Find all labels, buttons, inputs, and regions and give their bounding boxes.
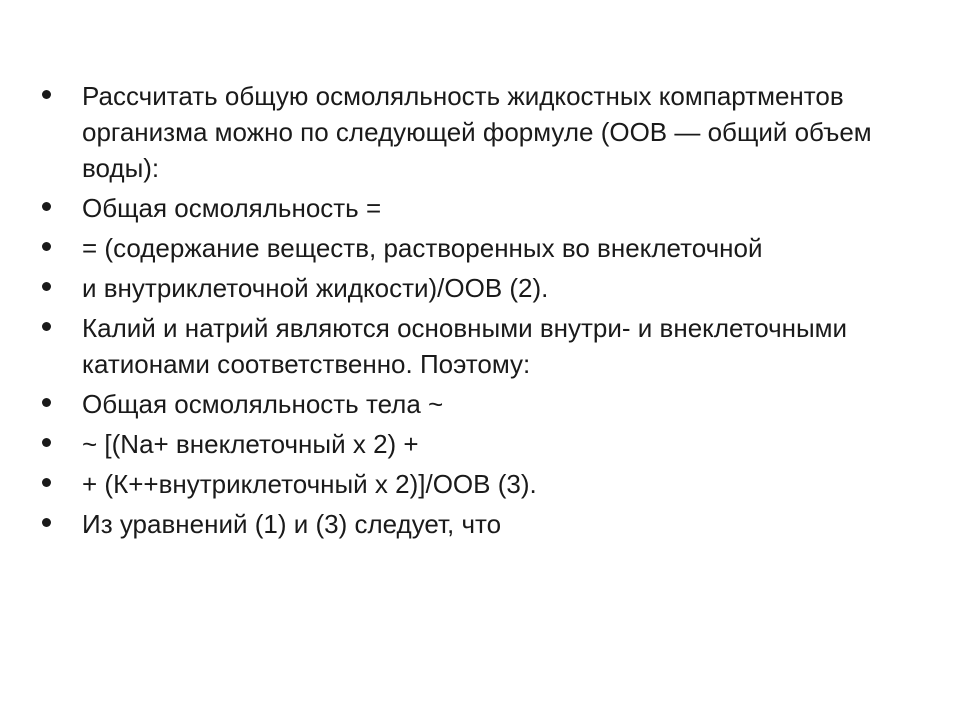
bullet-dot-icon <box>42 282 51 291</box>
bullet-text: + (К++внутриклеточный х 2)]/ООВ (3). <box>82 469 537 499</box>
bullet-dot-icon <box>42 90 51 99</box>
bullet-dot-icon <box>42 478 51 487</box>
bullet-dot-icon <box>42 242 51 251</box>
bullet-item <box>40 426 920 462</box>
bullet-text: ~ [(Na+ внеклеточный х 2) + <box>82 429 419 459</box>
bullet-text: = (содержание веществ, растворенных во внеклеточной <box>82 233 763 263</box>
bullet-dot-icon <box>42 438 51 447</box>
bullet-item <box>40 230 920 266</box>
bullet-item <box>40 270 920 306</box>
bullet-dot-icon <box>42 322 51 331</box>
bullet-text: Общая осмоляльность = <box>82 193 382 223</box>
bullet-text: и внутриклеточной жидкости)/ООВ (2). <box>82 273 549 303</box>
bullet-item <box>40 190 920 226</box>
bullet-text: Рассчитать общую осмоляльность жидкостных компартментов организма можно по следующей формуле (ООВ — общий объем воды): <box>82 81 872 183</box>
bullet-text: Калий и натрий являются основными внутри- и внеклеточными катионами соответственно. Поэтому: <box>82 313 848 379</box>
bullet-item <box>40 506 920 542</box>
bullet-item <box>40 78 920 186</box>
bullet-item <box>40 310 920 382</box>
bullet-dot-icon <box>42 398 51 407</box>
bullet-item <box>40 466 920 502</box>
bullet-text: Из уравнений (1) и (3) следует, что <box>82 509 502 539</box>
bullet-item <box>40 386 920 422</box>
bullet-text: Общая осмоляльность тела ~ <box>82 389 444 419</box>
bullet-dot-icon <box>42 202 51 211</box>
bullet-list <box>40 78 920 546</box>
bullet-dot-icon <box>42 518 51 527</box>
